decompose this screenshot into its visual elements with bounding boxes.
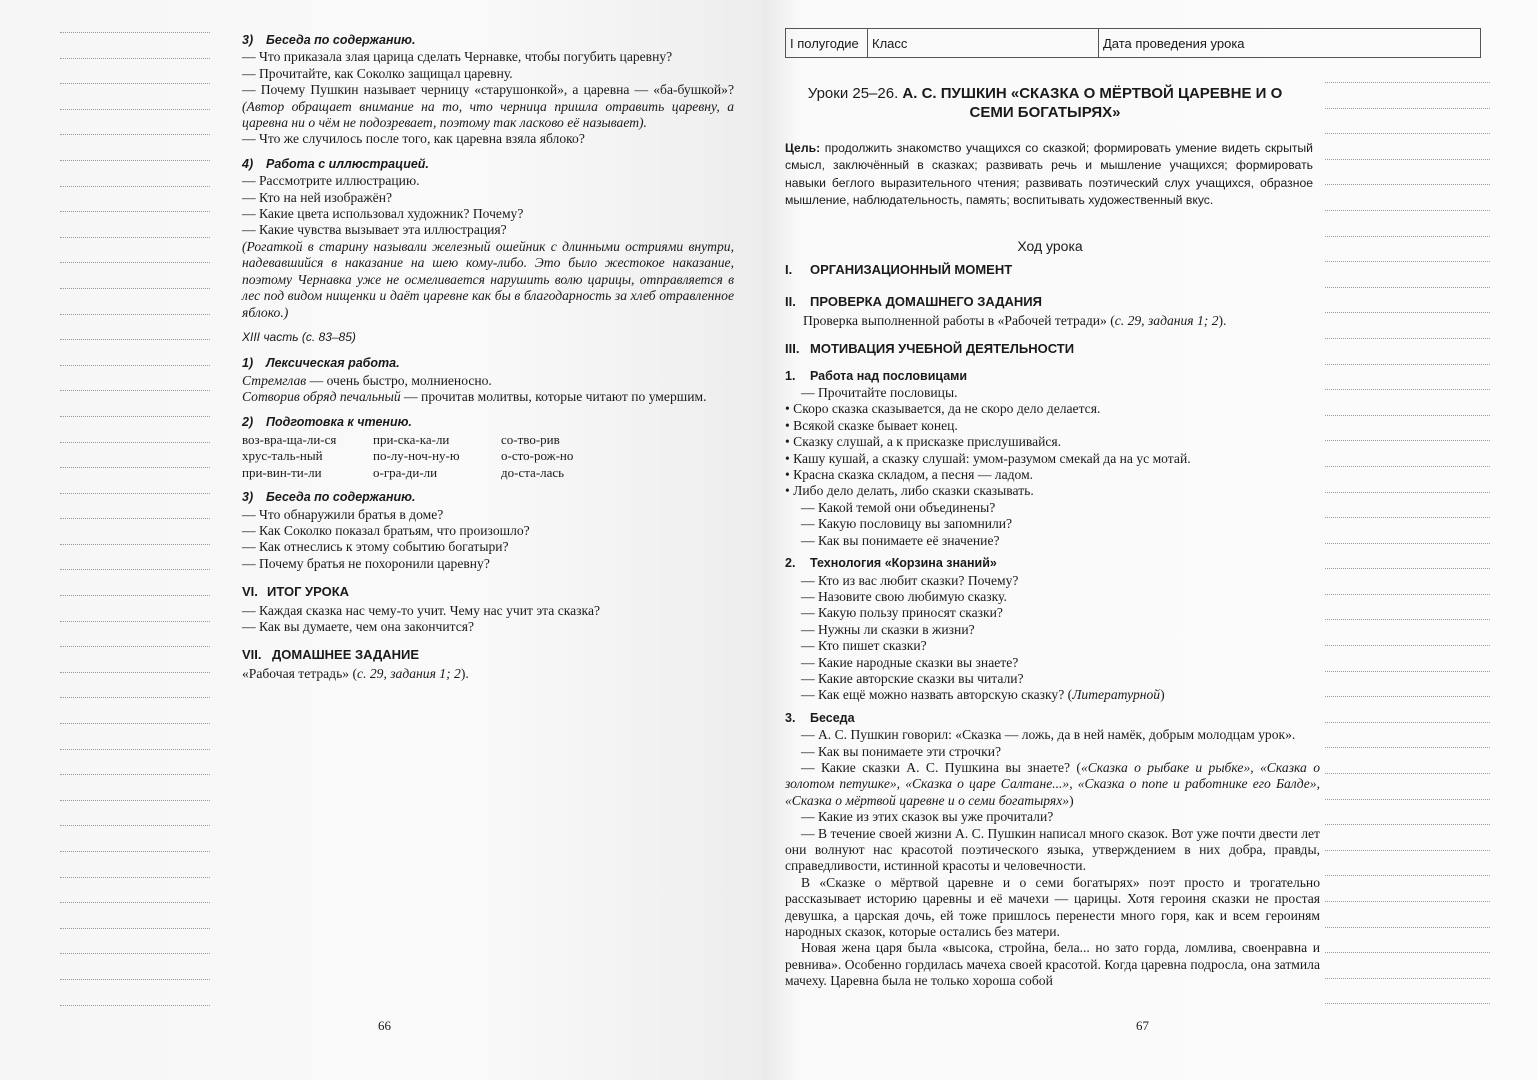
syllable-word: по-лу-ноч-ну-ю [373,448,460,464]
question-line: — Что же случилось после того, как царевна взяла яблоко? [242,131,585,147]
proverb: • Скоро сказка сказывается, да не скоро дело делается. [785,401,1101,417]
question-line: — Рассмотрите иллюстрацию. [242,173,420,189]
syllable-table [242,432,734,481]
question-line: — Какую пользу приносят сказки? [801,605,1003,621]
lesson-goal: Цель: продолжить знакомство учащихся со сказкой; формировать умение видеть скрытый смысл, заключённый в сказках; развивать речь и мышление учащихся; формировать навыки беглого выразительного чтения; развивать поэтический слух учащихся, образное мышление, наблюдательность, память; воспитывать художественный вкус. [785,141,1313,208]
conversation-paragraph: — А. С. Пушкин говорил: «Сказка — ложь, да в ней намёк, добрым молодцам урок». [801,727,1296,743]
vocab-entry: Стремглав — очень быстро, молниеносно. [242,372,492,388]
question-line: — Какую пословицу вы запомнили? [801,516,1013,532]
question-line: — Какой темой они объединены? [801,499,996,515]
proverb: • Всякой сказке бывает конец. [785,417,958,433]
syllable-word: воз-вра-ща-ли-ся [242,431,337,447]
part-title: XIII часть (с. 83–85) [242,329,356,344]
question-line: — Какие авторские сказки вы читали? [801,670,1024,686]
illustration-note: (Рогаткой в старину называли железный ошейник с длинными остриями внутри, надевавшийся в наказание на шею кому-либо. Это было жестокое наказание, поэтому Чернавка уже не осмеливается нарушить волю царицы, отправляется в лес под видом нищенки и даёт царевне как бы в благодарность за хлеб отравленное яблоко.) [242,238,734,320]
section-heading: I. ОРГАНИЗАЦИОННЫЙ МОМЕНТ [785,262,1013,277]
page-number-right: 67 [1136,1018,1149,1033]
section-heading: 3) Беседа по содержанию. [242,490,416,505]
proverb: • Красна сказка складом, а песня — ладом. [785,467,1034,483]
question-line: — Какие из этих сказок вы уже прочитали? [801,809,1054,825]
left-note-lines [60,32,210,1030]
question-line: — Как вы понимаете эти строчки? [801,743,1002,759]
page-number-left: 66 [378,1018,391,1033]
class-cell: Класс [868,29,1099,57]
section-heading: 1) Лексическая работа. [242,356,400,371]
subsection-heading: 3. Беседа [785,710,855,725]
section-heading: VI. ИТОГ УРОКА [242,584,350,600]
vocab-entry: Сотворив обряд печальный — прочитав молитвы, которые читают по умершим. [242,389,707,405]
section-heading: III. МОТИВАЦИЯ УЧЕБНОЙ ДЕЯТЕЛЬНОСТИ [785,341,1075,357]
question-line: — Кто из вас любит сказки? Почему? [801,572,1019,588]
subsection-heading: 2. Технология «Корзина знаний» [785,556,997,571]
question-line: — Какие народные сказки вы знаете? [801,654,1019,670]
question-line: — Что обнаружили братья в доме? [242,506,444,522]
syllable-word: до-ста-лась [501,464,565,480]
question-line: — Какие чувства вызывает эта иллюстрация? [242,222,507,238]
syllable-word: со-тво-рив [501,431,560,447]
conversation-paragraph: В «Сказке о мёртвой царевне и о семи богатырях» поэт просто и трогательно рассказывает историю царевны и её мачехи — царицы. Хотя героиня сказки не простая девушка, а царская дочь, ей тоже пришлось перенести много горя, как и всем героиням народных сказок, которые остались без матери. [785,874,1320,940]
lesson-title: Уроки 25–26. А. С. ПУШКИН «СКАЗКА О МЁРТВОЙ ЦАРЕВНЕ И О СЕМИ БОГАТЫРЯХ» [807,85,1283,121]
question-line: — Назовите свою любимую сказку. [801,588,1007,604]
syllable-word: хрус-таль-ный [242,448,323,464]
question-line: — Какие цвета использовал художник? Почему? [242,206,524,222]
question-line: — Как вы понимаете её значение? [801,532,1000,548]
left-page-text [242,30,734,682]
section-heading: VII. ДОМАШНЕЕ ЗАДАНИЕ [242,647,420,663]
conversation-paragraph: Новая жена царя была «высока, стройна, бела... но зато горда, ломлива, своенравна и ревнива». Особенно гордилась мачеха своей красотой. Когда царевна подросла, она затмила мачеху. Царевна была не только хороша собой [785,940,1320,989]
question-line: — Почему братья не похоронили царевну? [242,555,490,571]
proverb: • Сказку слушай, а к присказке прислушивайся. [785,434,1062,450]
question-line: — Как ещё можно назвать авторскую сказку? (Литературной) [801,687,1165,703]
syllable-word: при-ска-ка-ли [373,431,450,447]
section-heading: 2) Подготовка к чтению. [242,414,412,429]
question-line: — Как Соколко показал братьям, что произошло? [242,522,530,538]
section-heading: 4) Работа с иллюстрацией. [242,156,429,171]
conversation-paragraph: — Какие сказки А. С. Пушкина вы знаете? («Сказка о рыбаке и рыбке», «Сказка о золотом петушке», «Сказка о царе Салтане...», «Сказка о попе и работнике его Балде», «Сказка о мёртвой царевне и о семи богатырях») [785,759,1320,808]
question-line: — Прочитайте, как Соколко защищал царевну. [242,65,513,81]
question-line: — Прочитайте пословицы. [801,385,958,401]
syllable-word: о-сто-рож-но [501,448,574,464]
syllable-word: о-гра-ди-ли [373,464,438,480]
section-heading: II. ПРОВЕРКА ДОМАШНЕГО ЗАДАНИЯ [785,294,1042,310]
question-line: — Кто на ней изображён? [242,189,393,205]
question-line: — Нужны ли сказки в жизни? [801,621,975,637]
proverb: • Кашу кушай, а сказку слушай: умом-разумом смекай да на ус мотай. [785,450,1191,466]
section-heading: 3) Беседа по содержанию. [242,33,416,47]
question-line: — Кто пишет сказки? [801,638,927,654]
homework-check-text: Проверка выполненной работы в «Рабочей тетради» (с. 29, задания 1; 2). [803,312,1227,328]
right-page-text [785,262,1320,990]
syllable-word: при-вин-ти-ли [242,464,322,480]
proverb: • Либо дело делать, либо сказки сказывать. [785,483,1034,499]
lesson-header-table [785,28,1481,58]
question-line: — Как отнеслись к этому событию богатыри? [242,539,509,555]
question-line: — Каждая сказка нас чему-то учит. Чему нас учит эта сказка? [242,602,601,618]
question-paragraph: — Почему Пушкин называет черницу «старушонкой», а царевна — «ба-бушкой»? (Автор обращает внимание на то, что черница пришла отравить царевну, а царевна ни о чём не подозревает, поэтому так ласково её называет). [242,82,734,131]
right-note-lines [1325,82,1490,1029]
conversation-paragraph: — В течение своей жизни А. С. Пушкин написал много сказок. Вот уже почти двести лет они волнуют нас красотой поэтического языка, утверждением в них добра, правды, справедливости, истинной красоты и человечности. [785,825,1320,874]
date-cell: Дата проведения урока [1103,36,1245,51]
homework-text: «Рабочая тетрадь» (с. 29, задания 1; 2). [242,665,469,681]
question-line: — Как вы думаете, чем она закончится? [242,619,475,634]
question-line: — Что приказала злая царица сделать Чернавке, чтобы погубить царевну? [242,49,673,65]
half-year-cell: I полугодие [786,29,868,57]
subsection-heading: 1. Работа над пословицами [785,368,968,383]
course-title: Ход урока [1017,238,1083,254]
